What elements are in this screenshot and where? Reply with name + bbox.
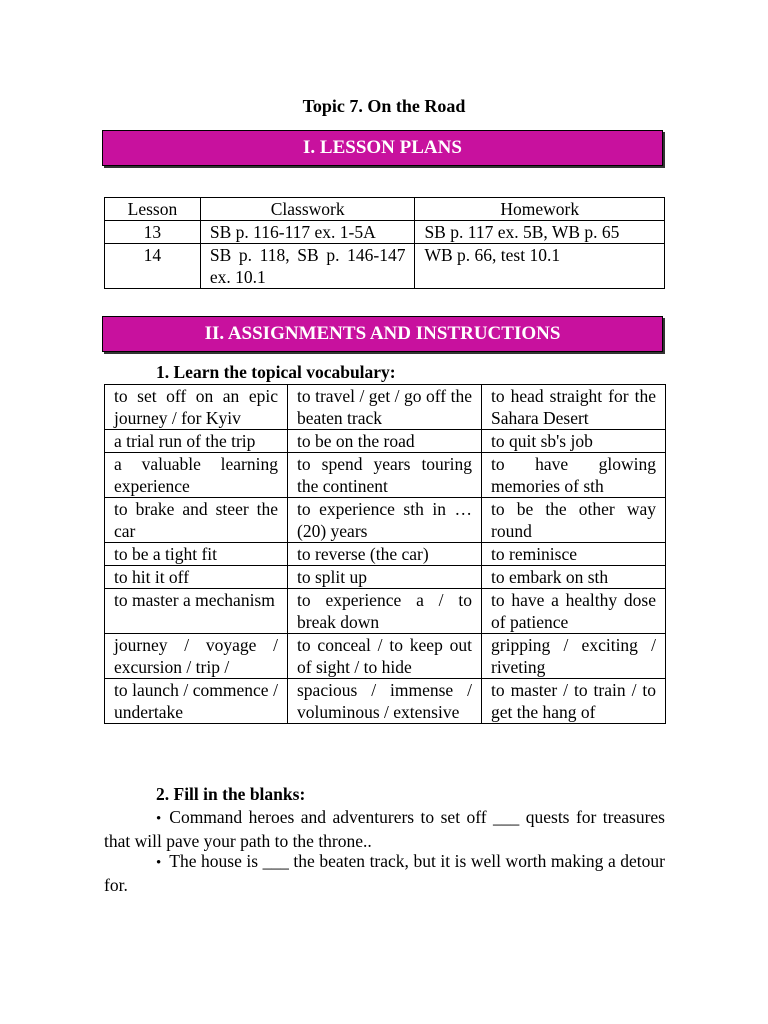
vocabulary-cell: to set off on an epic journey / for Kyiv [105, 385, 288, 430]
vocabulary-cell: to brake and steer the car [105, 498, 288, 543]
column-header: Homework [415, 198, 665, 221]
lesson-plans-table [104, 197, 665, 289]
table-row [105, 589, 666, 634]
table-row [105, 543, 666, 566]
vocabulary-cell: to spend years touring the continent [288, 453, 482, 498]
vocabulary-cell: spacious / immense / voluminous / extensive [288, 679, 482, 724]
bullet-icon: • [156, 811, 162, 827]
vocabulary-cell: to travel / get / go off the beaten track [288, 385, 482, 430]
vocabulary-cell: to master a mechanism [105, 589, 288, 634]
vocabulary-cell: to experience a / to break down [288, 589, 482, 634]
vocabulary-cell: to be the other way round [482, 498, 666, 543]
vocabulary-cell: to reminisce [482, 543, 666, 566]
list-item-text: Command heroes and adventurers to set off ___ quests for treasures that will pave your path to the throne.. [104, 807, 665, 851]
table-row [105, 385, 666, 430]
vocabulary-cell: gripping / exciting / riveting [482, 634, 666, 679]
vocabulary-cell: to reverse (the car) [288, 543, 482, 566]
bullet-icon: • [156, 855, 162, 871]
vocabulary-cell: to experience sth in … (20) years [288, 498, 482, 543]
table-row [105, 244, 665, 289]
table-row [105, 566, 666, 589]
table-row [105, 634, 666, 679]
vocabulary-cell: to embark on sth [482, 566, 666, 589]
vocabulary-cell: to have glowing memories of sth [482, 453, 666, 498]
fill-blanks-heading: 2. Fill in the blanks: [156, 784, 306, 804]
table-row [105, 679, 666, 724]
vocabulary-cell: to be a tight fit [105, 543, 288, 566]
homework-cell: SB p. 117 ex. 5B, WB p. 65 [415, 221, 665, 244]
list-item [104, 850, 665, 896]
page-title: Topic 7. On the Road [302, 96, 466, 116]
vocabulary-cell: to launch / commence / undertake [105, 679, 288, 724]
vocabulary-cell: to split up [288, 566, 482, 589]
vocabulary-cell: journey / voyage / excursion / trip / [105, 634, 288, 679]
table-header-row [105, 198, 665, 221]
vocabulary-cell: to head straight for the Sahara Desert [482, 385, 666, 430]
vocabulary-table [104, 384, 666, 724]
list-item-text: The house is ___ the beaten track, but it is well worth making a detour for. [104, 851, 665, 895]
column-header: Classwork [200, 198, 415, 221]
classwork-cell: SB p. 116-117 ex. 1-5A [200, 221, 415, 244]
vocabulary-cell: to master / to train / to get the hang of [482, 679, 666, 724]
vocabulary-cell: to quit sb's job [482, 430, 666, 453]
section-banner-lesson-plans: I. LESSON PLANS [102, 130, 663, 166]
section-banner-assignments: II. ASSIGNMENTS AND INSTRUCTIONS [102, 316, 663, 352]
vocabulary-cell: to have a healthy dose of patience [482, 589, 666, 634]
table-row [105, 430, 666, 453]
table-row [105, 453, 666, 498]
vocabulary-cell: a valuable learning experience [105, 453, 288, 498]
lesson-number-cell: 14 [105, 244, 201, 289]
vocabulary-cell: to be on the road [288, 430, 482, 453]
list-item [104, 806, 665, 852]
lesson-number-cell: 13 [105, 221, 201, 244]
vocabulary-heading: 1. Learn the topical vocabulary: [156, 362, 396, 382]
table-row [105, 498, 666, 543]
table-row [105, 221, 665, 244]
classwork-cell: SB p. 118, SB p. 146-147 ex. 10.1 [200, 244, 415, 289]
vocabulary-cell: to hit it off [105, 566, 288, 589]
column-header: Lesson [105, 198, 201, 221]
vocabulary-cell: to conceal / to keep out of sight / to hide [288, 634, 482, 679]
homework-cell: WB p. 66, test 10.1 [415, 244, 665, 289]
vocabulary-cell: a trial run of the trip [105, 430, 288, 453]
